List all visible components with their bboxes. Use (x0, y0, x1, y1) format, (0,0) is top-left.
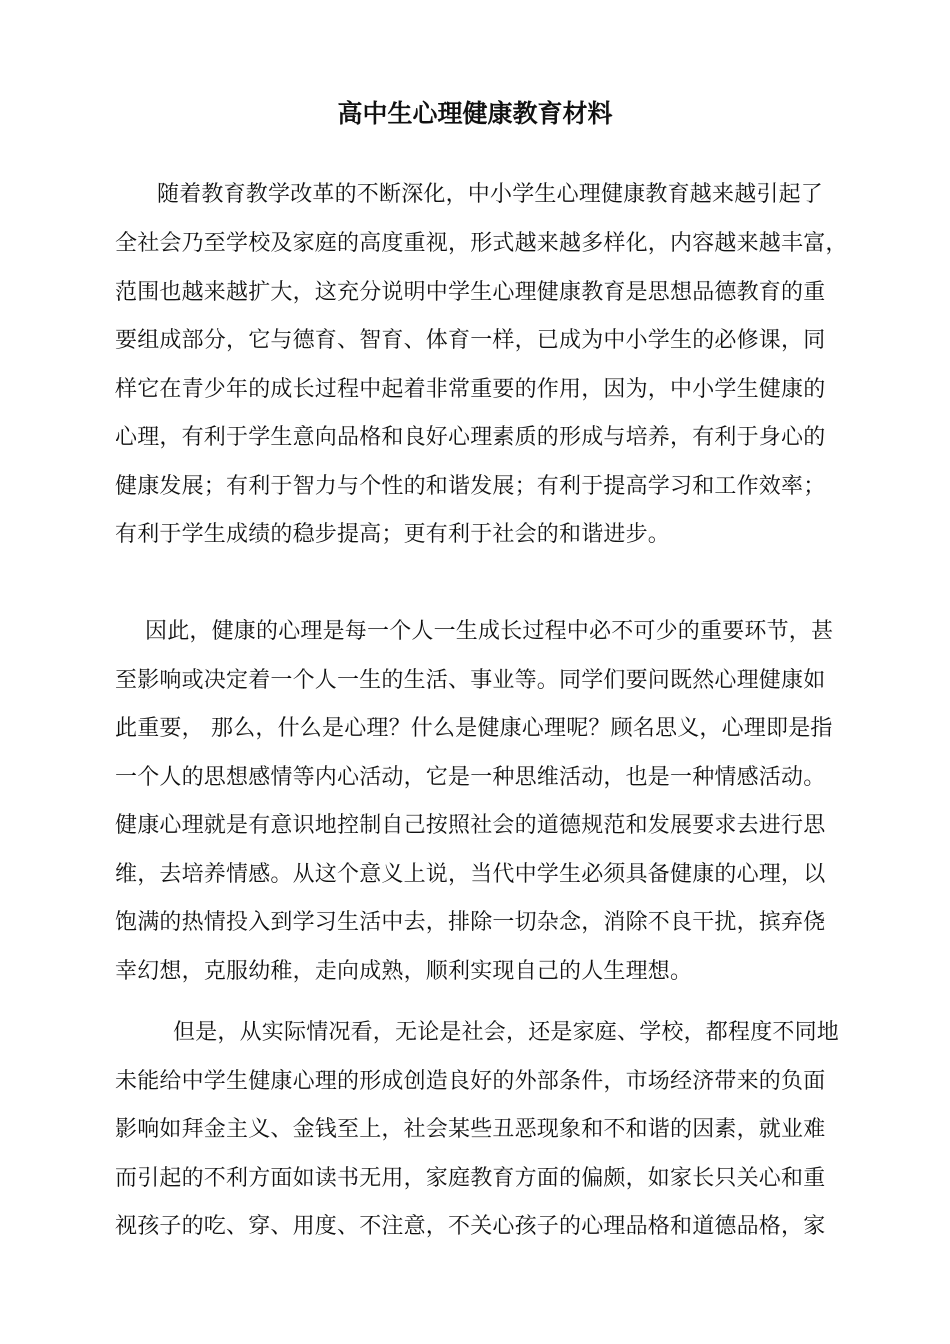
paragraph-1-line-6: 心理，有利于学生意向品格和良好心理素质的形成与培养，有利于身心的 (115, 425, 826, 450)
paragraph-2-line-2: 至影响或决定着一个人一生的生活、事业等。同学们要问既然心理健康如 (115, 668, 826, 693)
paragraph-1-line-3: 范围也越来越扩大，这充分说明中学生心理健康教育是思想品德教育的重 (115, 280, 826, 305)
paragraph-2-line-5: 健康心理就是有意识地控制自己按照社会的道德规范和发展要求去进行思 (115, 813, 826, 838)
paragraph-3-line-3: 影响如拜金主义、金钱至上，社会某些丑恶现象和不和谐的因素，就业难 (115, 1117, 826, 1142)
document-title: 高中生心理健康教育材料 (337, 99, 613, 128)
paragraph-1-line-4: 要组成部分，它与德育、智育、体育一样，已成为中小学生的必修课，同 (115, 328, 826, 353)
paragraph-2-line-7: 饱满的热情投入到学习生活中去，排除一切杂念，消除不良干扰，摈弃侥 (115, 910, 826, 935)
paragraph-1-line-1: 随着教育教学改革的不断深化，中小学生心理健康教育越来越引起了 (157, 182, 824, 207)
paragraph-3-line-1: 但是，从实际情况看，无论是社会，还是家庭、学校，都程度不同地 (173, 1020, 840, 1045)
paragraph-3-line-4: 而引起的不利方面如读书无用，家庭教育方面的偏颇，如家长只关心和重 (115, 1166, 826, 1191)
paragraph-2-line-1: 因此，健康的心理是每一个人一生成长过程中必不可少的重要环节，甚 (145, 619, 834, 644)
paragraph-1-line-2: 全社会乃至学校及家庭的高度重视，形式越来越多样化，内容越来越丰富， (115, 231, 848, 256)
paragraph-1-line-5: 样它在青少年的成长过程中起着非常重要的作用，因为，中小学生健康的 (115, 377, 826, 402)
paragraph-2-line-6: 维，去培养情感。从这个意义上说，当代中学生必须具备健康的心理，以 (115, 862, 826, 887)
paragraph-1-line-8: 有利于学生成绩的稳步提高；更有利于社会的和谐进步。 (115, 522, 671, 547)
paragraph-3-line-5: 视孩子的吃、穿、用度、不注意，不关心孩子的心理品格和道德品格，家 (115, 1214, 826, 1239)
paragraph-3-line-2: 未能给中学生健康心理的形成创造良好的外部条件，市场经济带来的负面 (115, 1069, 826, 1094)
paragraph-2-line-8: 幸幻想，克服幼稚，走向成熟，顺利实现自己的人生理想。 (115, 959, 693, 984)
paragraph-2-line-4: 一个人的思想感情等内心活动，它是一种思维活动，也是一种情感活动。 (115, 765, 826, 790)
paragraph-2-line-3: 此重要， 那么，什么是心理？什么是健康心理呢？顾名思义，心理即是指 (115, 716, 833, 741)
paragraph-1-line-7: 健康发展；有利于智力与个性的和谐发展；有利于提高学习和工作效率； (115, 474, 826, 499)
